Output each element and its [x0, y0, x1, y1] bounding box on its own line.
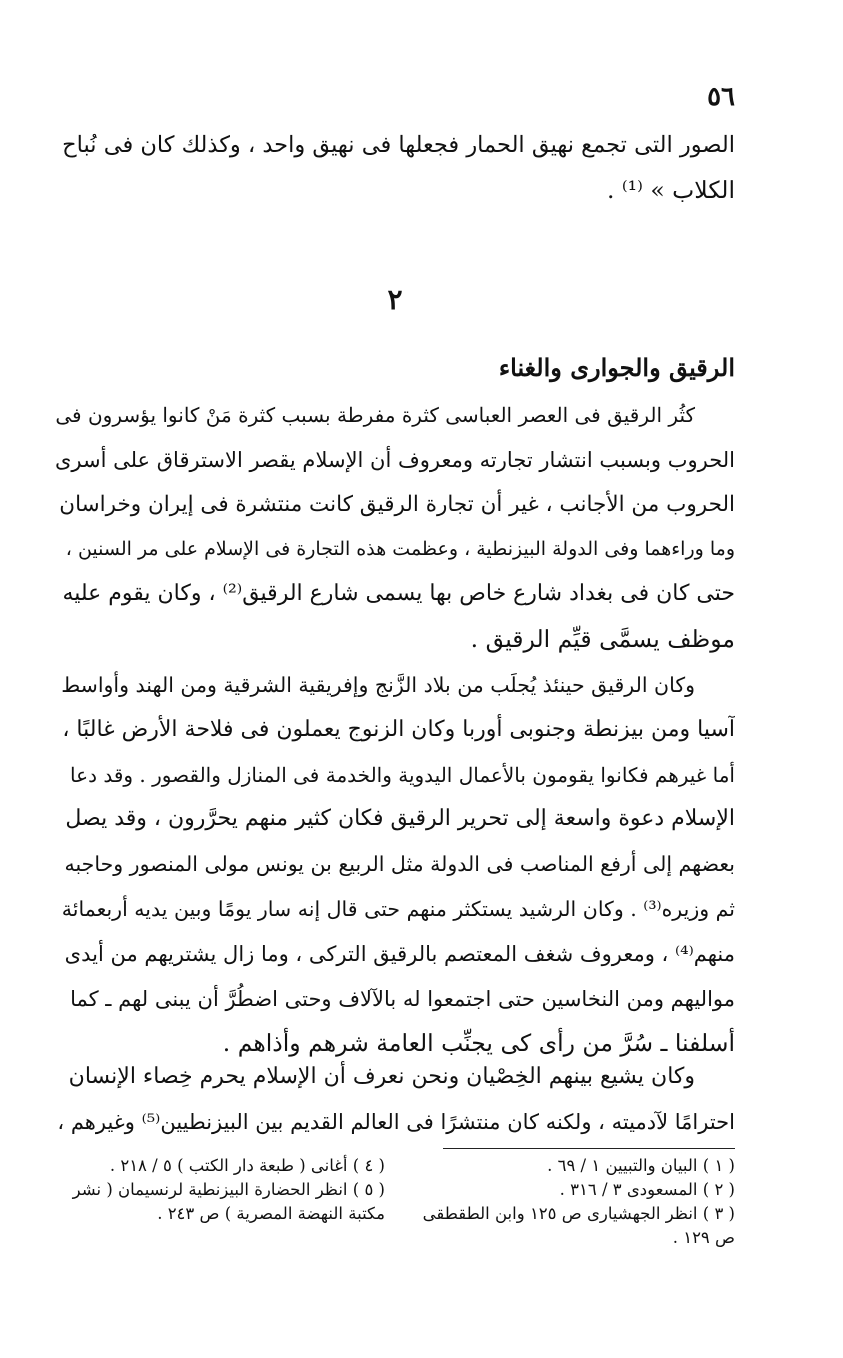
text-line: الصور التى تجمع نهيق الحمار فجعلها فى نهيق واحد ، وكذلك كان فى نُباح: [62, 132, 735, 158]
footnotes-left-column: [55, 1154, 385, 1226]
text-line: الحروب وبسبب انتشار تجارته ومعروف أن الإسلام يقصر الاسترقاق على أسرى: [55, 447, 735, 472]
footnote-divider: [443, 1148, 735, 1149]
text-line: الكلاب » ⁽¹⁾ .: [606, 175, 735, 204]
text-line: موظف يسمَّى قيِّم الرقيق .: [470, 624, 735, 653]
footnote: ص ١٢٩ .: [672, 1228, 735, 1247]
text-line: بعضهم إلى أرفع المناصب فى الدولة مثل الربيع بن يونس مولى المنصور وحاجبه: [64, 852, 735, 877]
text-line: منهم⁽⁴⁾ ، ومعروف شغف المعتصم بالرقيق التركى ، وما زال يشتريهم من أيدى: [64, 941, 735, 966]
text-line: آسيا ومن بيزنطة وجنوبى أوربا وكان الزنوج يعملون فى فلاحة الأرض غالبًا ،: [62, 716, 735, 742]
paragraph-3: [55, 1054, 735, 1144]
paragraph-1: [55, 392, 735, 661]
text-line: الإسلام دعوة واسعة إلى تحرير الرقيق فكان كثير منهم يحرَّرون ، وقد يصل: [65, 806, 735, 832]
text-line: احترامًا لآدميته ، ولكنه كان منتشرًا فى العالم القديم بين البيزنطيين⁽⁵⁾ وغيرهم ،: [57, 1109, 735, 1134]
footnote: مكتبة النهضة المصرية ) ص ٢٤٣ .: [157, 1204, 385, 1223]
text-line: حتى كان فى بغداد شارع خاص بها يسمى شارع الرقيق⁽²⁾ ، وكان يقوم عليه: [62, 581, 735, 607]
text-line: أما غيرهم فكانوا يقومون بالأعمال اليدوية والخدمة فى المنازل والقصور . وقد دعا: [70, 762, 735, 787]
section-number: ٢: [387, 283, 403, 316]
footnotes-right-column: [405, 1154, 735, 1250]
footnote: ( ١ ) البيان والتبيين ١ / ٦٩ .: [547, 1156, 735, 1175]
footnote: ( ٢ ) المسعودى ٣ / ٣١٦ .: [559, 1180, 735, 1199]
text-line: مواليهم ومن النخاسين حتى اجتمعوا له بالآلاف وحتى اضطُرَّ أن يبنى لهم ـ كما: [70, 986, 735, 1011]
text-line: الحروب من الأجانب ، غير أن تجارة الرقيق كانت منتشرة فى إيران وخراسان: [59, 491, 735, 517]
paragraph-2: [55, 662, 735, 1065]
text-line: ثم وزيره⁽³⁾ . وكان الرشيد يستكثر منهم حتى قال إنه سار يومًا وبين يديه أربعمائة: [61, 896, 735, 921]
footnote: ( ٥ ) انظر الحضارة البيزنطية لرنسيمان ( نشر: [72, 1180, 385, 1199]
footnote: ( ٤ ) أغانى ( طبعة دار الكتب ) ٥ / ٢١٨ .: [109, 1156, 385, 1175]
text-line: وما وراءهما وفى الدولة البيزنطية ، وعظمت هذه التجارة فى الإسلام على مر السنين ،: [65, 538, 735, 561]
text-line: كثُر الرقيق فى العصر العباسى كثرة مفرطة بسبب كثرة مَنْ كانوا يؤسرون فى: [55, 403, 695, 427]
text-line: وكان يشيع بينهم الخِصْيان ونحن نعرف أن الإسلام يحرم خِصاء الإنسان: [68, 1064, 695, 1089]
text-line: أسلفنا ـ سُرَّ من رأى كى يجنِّب العامة شرهم وأذاهم .: [222, 1029, 735, 1058]
section-title: الرقيق والجوارى والغناء: [498, 353, 735, 382]
text-line: وكان الرقيق حينئذ يُجلَب من بلاد الزَّنج وإفريقية الشرقية ومن الهند وأواسط: [61, 673, 695, 697]
intro-text: [55, 122, 735, 212]
footnote: ( ٣ ) انظر الجهشيارى ص ١٢٥ وابن الطقطقى: [422, 1204, 735, 1223]
page-number: ٥٦: [707, 82, 735, 112]
